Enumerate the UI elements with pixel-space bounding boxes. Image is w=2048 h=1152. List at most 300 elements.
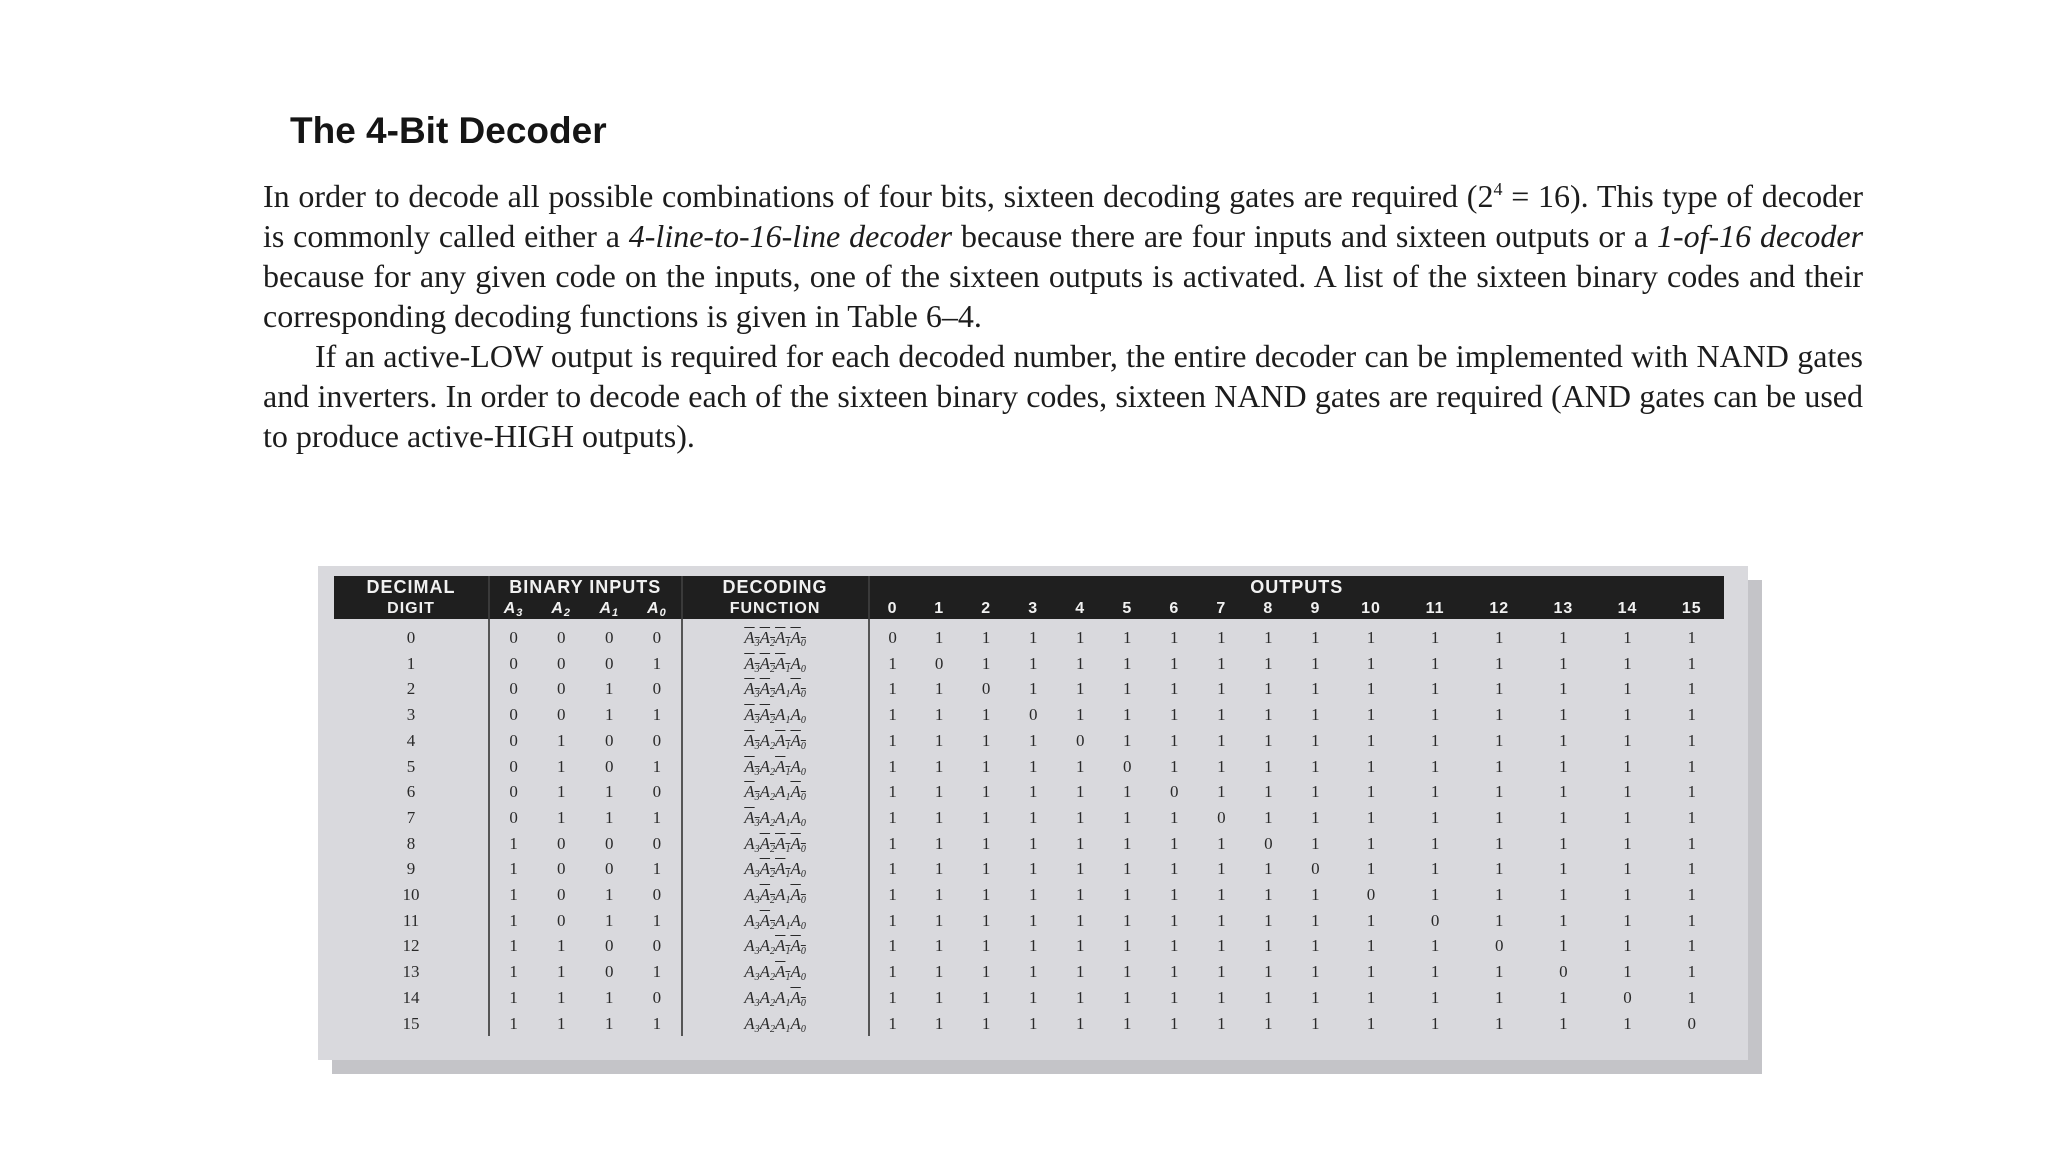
output-bit-cell: 0	[1028, 705, 1038, 725]
output-bit-cell: 1	[981, 705, 991, 725]
input-bit-cell: 1	[489, 933, 537, 959]
output-bit-cell: 1	[1366, 987, 1376, 1007]
output-bit-cell: 1	[1264, 628, 1273, 647]
output-bit-cell: 1	[1123, 679, 1132, 699]
header-row-top	[334, 576, 1724, 598]
output-bit-cell: 1	[1217, 910, 1226, 930]
output-bit-cell: 1	[1687, 885, 1697, 905]
output-bit-cell: 0	[1687, 1013, 1697, 1033]
output-bit-cell: 1	[1028, 936, 1038, 956]
output-bit-cell: 1	[1559, 679, 1568, 699]
output-bit-cell: 1	[1366, 756, 1376, 776]
function-cell: $A_3A_2A_1A_0$	[682, 754, 869, 780]
output-bit-cell: 1	[934, 1013, 944, 1033]
output-bit-cell: 1	[934, 782, 944, 802]
output-bit-cell: 1	[1495, 705, 1504, 725]
output-bit-cell: 1	[1559, 628, 1568, 647]
output-bit-cell: 1	[869, 933, 916, 959]
digit-cell: 10	[402, 885, 420, 905]
output-bit-cell: 1	[1623, 807, 1632, 827]
input-bit-cell: 0	[652, 628, 662, 647]
output-bit-cell: 1	[1028, 679, 1038, 699]
output-bit-cell: 1	[1123, 807, 1132, 827]
input-bit-cell: 1	[605, 885, 614, 905]
input-bit-cell: 1	[556, 1013, 566, 1033]
output-bit-cell: 1	[981, 756, 991, 776]
p1-term-1-of-16: 1-of-16 decoder	[1656, 218, 1864, 254]
output-bit-cell: 1	[1495, 833, 1504, 853]
output-bit-cell: 1	[1495, 730, 1504, 750]
output-bit-cell: 1	[1170, 962, 1179, 982]
input-bit-cell: 0	[556, 885, 566, 905]
input-bit-cell: 0	[556, 910, 566, 930]
output-bit-cell: 1	[1430, 859, 1440, 879]
output-bit-cell: 1	[1495, 679, 1504, 699]
output-bit-cell: 1	[981, 730, 991, 750]
output-bit-cell: 1	[1264, 987, 1273, 1007]
input-bit-cell: 0	[489, 754, 537, 780]
input-bit-cell: 1	[556, 756, 566, 776]
output-bit-cell: 1	[1075, 936, 1085, 956]
output-bit-cell: 1	[1366, 936, 1376, 956]
output-bit-cell: 1	[1264, 653, 1273, 673]
output-bit-cell: 1	[981, 628, 991, 647]
output-col-header: 8	[1245, 598, 1292, 619]
function-cell: $A_3A_2A_1A_0$	[682, 805, 869, 831]
body-text	[263, 176, 1863, 456]
output-bit-cell: 1	[1559, 859, 1568, 879]
output-bit-cell: 1	[981, 782, 991, 802]
output-bit-cell: 1	[1075, 653, 1085, 673]
input-bit-cell: 0	[556, 833, 566, 853]
table-row	[334, 856, 1724, 882]
output-bit-cell: 1	[1123, 705, 1132, 725]
output-bit-cell: 0	[1075, 730, 1085, 750]
output-bit-cell: 1	[981, 987, 991, 1007]
input-bit-cell: 1	[556, 936, 566, 956]
function-cell: $A_3A_2A_1A_0$	[682, 619, 869, 651]
output-col-header: 14	[1595, 598, 1659, 619]
output-bit-cell: 1	[1264, 807, 1273, 827]
function-cell: $A_3A_2A_1A_0$	[682, 831, 869, 857]
input-var-header: $A_3$	[489, 598, 537, 619]
input-bit-cell: 1	[652, 807, 662, 827]
paragraph-2: If an active-LOW output is required for each decoded number, the entire decoder can be implemented with NAND gates and inverters. In order to decode each of the sixteen binary codes, sixteen NAND gates are required (AND gates can be used to produce active-HIGH outputs).	[263, 338, 1863, 454]
digit-cell: 6	[406, 782, 416, 802]
input-bit-cell: 0	[605, 653, 614, 673]
output-bit-cell: 1	[1430, 807, 1440, 827]
output-bit-cell: 1	[1123, 859, 1132, 879]
output-bit-cell: 1	[1170, 679, 1179, 699]
output-bit-cell: 1	[869, 882, 916, 908]
p1-exponent: 4	[1493, 179, 1503, 199]
output-bit-cell: 1	[1028, 653, 1038, 673]
input-bit-cell: 1	[652, 859, 662, 879]
output-bit-cell: 0	[981, 679, 991, 699]
input-bit-cell: 0	[605, 628, 614, 647]
output-bit-cell: 1	[1559, 833, 1568, 853]
output-bit-cell: 1	[1217, 962, 1226, 982]
output-bit-cell: 1	[1123, 833, 1132, 853]
input-bit-cell: 0	[489, 779, 537, 805]
output-bit-cell: 1	[1559, 910, 1568, 930]
decoder-truth-table	[334, 576, 1724, 1036]
output-bit-cell: 1	[869, 702, 916, 728]
input-bit-cell: 1	[652, 962, 662, 982]
output-bit-cell: 1	[1559, 782, 1568, 802]
input-bit-cell: 0	[652, 936, 662, 956]
output-bit-cell: 1	[1170, 936, 1179, 956]
output-bit-cell: 1	[1075, 910, 1085, 930]
input-bit-cell: 1	[489, 908, 537, 934]
output-bit-cell: 1	[1623, 885, 1632, 905]
output-col-header: 1	[916, 598, 963, 619]
output-bit-cell: 1	[1366, 679, 1376, 699]
output-bit-cell: 1	[1311, 833, 1320, 853]
output-bit-cell: 1	[1311, 1013, 1320, 1033]
paragraph-1	[263, 176, 1863, 336]
p1-text-a: In order to decode all possible combinations of four bits, sixteen decoding gates are required (2	[263, 178, 1494, 214]
output-bit-cell: 0	[1559, 962, 1568, 982]
digit-cell: 4	[406, 730, 416, 750]
input-bit-cell: 0	[605, 730, 614, 750]
function-header: FUNCTION	[682, 598, 869, 619]
output-bit-cell: 0	[1623, 987, 1632, 1007]
table-row	[334, 619, 1724, 651]
input-bit-cell: 1	[489, 959, 537, 985]
output-bit-cell: 1	[1075, 705, 1085, 725]
output-bit-cell: 1	[869, 728, 916, 754]
output-bit-cell: 1	[1123, 962, 1132, 982]
output-bit-cell: 1	[1264, 859, 1273, 879]
output-bit-cell: 1	[1123, 987, 1132, 1007]
digit-cell: 9	[406, 859, 416, 879]
output-bit-cell: 1	[1687, 782, 1697, 802]
function-cell: $A_3A_2A_1A_0$	[682, 856, 869, 882]
input-bit-cell: 1	[605, 910, 614, 930]
decimal-header: DECIMAL	[334, 576, 489, 598]
output-bit-cell: 1	[1366, 705, 1376, 725]
output-bit-cell: 0	[869, 619, 916, 651]
output-bit-cell: 1	[1028, 756, 1038, 776]
output-bit-cell: 1	[1623, 910, 1632, 930]
output-bit-cell: 1	[1687, 833, 1697, 853]
output-col-header: 10	[1339, 598, 1403, 619]
output-bit-cell: 1	[869, 856, 916, 882]
digit-cell: 13	[402, 962, 420, 982]
output-bit-cell: 1	[1559, 807, 1568, 827]
function-cell: $A_3A_2A_1A_0$	[682, 651, 869, 677]
output-bit-cell: 1	[934, 705, 944, 725]
output-bit-cell: 1	[1028, 885, 1038, 905]
output-bit-cell: 1	[1687, 962, 1697, 982]
output-bit-cell: 1	[1311, 756, 1320, 776]
digit-cell: 8	[406, 833, 416, 853]
function-cell: $A_3A_2A_1A_0$	[682, 933, 869, 959]
output-bit-cell: 1	[1311, 628, 1320, 647]
output-col-header: 13	[1531, 598, 1595, 619]
output-bit-cell: 1	[1366, 628, 1376, 647]
input-bit-cell: 0	[556, 679, 566, 699]
output-bit-cell: 1	[1264, 679, 1273, 699]
output-bit-cell: 1	[869, 959, 916, 985]
output-bit-cell: 1	[1028, 962, 1038, 982]
output-bit-cell: 1	[1495, 987, 1504, 1007]
table-row	[334, 676, 1724, 702]
output-bit-cell: 1	[1264, 910, 1273, 930]
input-bit-cell: 0	[556, 628, 566, 647]
output-bit-cell: 1	[1623, 782, 1632, 802]
output-bit-cell: 1	[1170, 885, 1179, 905]
output-bit-cell: 1	[1170, 628, 1179, 647]
output-bit-cell: 1	[1430, 833, 1440, 853]
output-bit-cell: 1	[934, 833, 944, 853]
output-bit-cell: 1	[1028, 782, 1038, 802]
output-bit-cell: 1	[1217, 705, 1226, 725]
output-bit-cell: 1	[1123, 910, 1132, 930]
output-bit-cell: 1	[1623, 936, 1632, 956]
output-bit-cell: 1	[1623, 859, 1632, 879]
output-bit-cell: 1	[934, 807, 944, 827]
output-bit-cell: 1	[1687, 653, 1697, 673]
input-bit-cell: 1	[556, 782, 566, 802]
input-bit-cell: 1	[605, 782, 614, 802]
output-bit-cell: 1	[1687, 730, 1697, 750]
output-bit-cell: 1	[1075, 1013, 1085, 1033]
output-bit-cell: 1	[869, 831, 916, 857]
output-bit-cell: 1	[1123, 936, 1132, 956]
input-bit-cell: 1	[605, 1013, 614, 1033]
output-bit-cell: 1	[1430, 1013, 1440, 1033]
input-bit-cell: 0	[556, 705, 566, 725]
input-bit-cell: 1	[652, 756, 662, 776]
input-bit-cell: 1	[489, 831, 537, 857]
output-bit-cell: 1	[1495, 653, 1504, 673]
output-bit-cell: 1	[1623, 756, 1632, 776]
input-bit-cell: 1	[489, 856, 537, 882]
input-bit-cell: 1	[489, 985, 537, 1011]
input-bit-cell: 0	[652, 679, 662, 699]
output-bit-cell: 1	[869, 805, 916, 831]
output-bit-cell: 1	[1170, 807, 1179, 827]
output-bit-cell: 1	[1366, 1013, 1376, 1033]
output-bit-cell: 1	[1495, 756, 1504, 776]
output-bit-cell: 1	[1559, 885, 1568, 905]
output-bit-cell: 0	[1311, 859, 1320, 879]
function-cell: $A_3A_2A_1A_0$	[682, 985, 869, 1011]
output-bit-cell: 1	[1687, 679, 1697, 699]
input-bit-cell: 1	[652, 1013, 662, 1033]
function-cell: $A_3A_2A_1A_0$	[682, 1011, 869, 1037]
function-cell: $A_3A_2A_1A_0$	[682, 959, 869, 985]
input-bit-cell: 1	[556, 807, 566, 827]
table-row	[334, 831, 1724, 857]
input-bit-cell: 0	[652, 833, 662, 853]
output-bit-cell: 1	[981, 962, 991, 982]
output-bit-cell: 1	[1366, 653, 1376, 673]
output-bit-cell: 1	[1217, 756, 1226, 776]
output-bit-cell: 0	[1495, 936, 1504, 956]
output-bit-cell: 1	[869, 676, 916, 702]
output-bit-cell: 1	[1075, 679, 1085, 699]
p1-text-b: = 16). This type of decoder is commonly called either a	[263, 178, 1864, 254]
digit-cell: 15	[402, 1013, 420, 1033]
output-bit-cell: 1	[1170, 833, 1179, 853]
output-bit-cell: 1	[934, 936, 944, 956]
table-row	[334, 882, 1724, 908]
output-bit-cell: 1	[869, 754, 916, 780]
function-cell: $A_3A_2A_1A_0$	[682, 908, 869, 934]
output-bit-cell: 1	[869, 779, 916, 805]
input-bit-cell: 1	[489, 1011, 537, 1037]
output-col-header: 0	[869, 598, 916, 619]
input-bit-cell: 1	[652, 705, 662, 725]
output-bit-cell: 1	[981, 885, 991, 905]
output-bit-cell: 1	[1028, 859, 1038, 879]
output-bit-cell: 1	[1430, 782, 1440, 802]
output-bit-cell: 1	[1495, 910, 1504, 930]
digit-cell: 2	[406, 679, 416, 699]
input-bit-cell: 1	[605, 987, 614, 1007]
input-bit-cell: 0	[489, 676, 537, 702]
output-bit-cell: 1	[1264, 730, 1273, 750]
output-col-header: 15	[1660, 598, 1724, 619]
input-bit-cell: 0	[489, 702, 537, 728]
output-bit-cell: 1	[1687, 987, 1697, 1007]
input-bit-cell: 0	[652, 885, 662, 905]
output-bit-cell: 1	[1623, 653, 1632, 673]
output-bit-cell: 1	[1559, 756, 1568, 776]
output-bit-cell: 1	[934, 859, 944, 879]
output-bit-cell: 1	[1217, 628, 1226, 647]
output-bit-cell: 1	[1311, 679, 1320, 699]
output-bit-cell: 1	[1495, 628, 1504, 647]
output-bit-cell: 1	[1366, 910, 1376, 930]
output-bit-cell: 1	[1311, 807, 1320, 827]
output-bit-cell: 1	[1217, 679, 1226, 699]
table-row	[334, 985, 1724, 1011]
output-bit-cell: 1	[1217, 885, 1226, 905]
output-bit-cell: 1	[1217, 653, 1226, 673]
input-bit-cell: 1	[605, 679, 614, 699]
output-bit-cell: 1	[1075, 885, 1085, 905]
output-bit-cell: 1	[1311, 705, 1320, 725]
output-bit-cell: 1	[1075, 782, 1085, 802]
output-bit-cell: 1	[1366, 730, 1376, 750]
output-bit-cell: 0	[1123, 756, 1132, 776]
binary-inputs-header: BINARY INPUTS	[489, 576, 681, 598]
output-bit-cell: 1	[1495, 885, 1504, 905]
p1-text-d: because for any given code on the inputs, one of the sixteen outputs is activated. A list of the sixteen binary codes and their corresponding decoding functions is given in Table 6–4.	[263, 258, 1863, 334]
function-cell: $A_3A_2A_1A_0$	[682, 676, 869, 702]
table-row	[334, 779, 1724, 805]
output-bit-cell: 1	[1311, 653, 1320, 673]
output-bit-cell: 0	[1264, 833, 1273, 853]
output-bit-cell: 1	[1170, 987, 1179, 1007]
table-row	[334, 754, 1724, 780]
output-bit-cell: 1	[1217, 1013, 1226, 1033]
output-bit-cell: 1	[1366, 962, 1376, 982]
output-bit-cell: 1	[934, 679, 944, 699]
output-bit-cell: 1	[1028, 1013, 1038, 1033]
input-bit-cell: 0	[605, 833, 614, 853]
output-bit-cell: 0	[1217, 807, 1226, 827]
digit-cell: 12	[402, 936, 420, 956]
input-bit-cell: 0	[605, 859, 614, 879]
input-bit-cell: 1	[652, 653, 662, 673]
output-bit-cell: 1	[1170, 1013, 1179, 1033]
input-var-header: $A_1$	[585, 598, 633, 619]
input-bit-cell: 0	[605, 936, 614, 956]
function-cell: $A_3A_2A_1A_0$	[682, 702, 869, 728]
output-bit-cell: 1	[981, 833, 991, 853]
output-bit-cell: 1	[934, 885, 944, 905]
output-bit-cell: 1	[1430, 962, 1440, 982]
output-col-header: 12	[1467, 598, 1531, 619]
input-bit-cell: 1	[489, 882, 537, 908]
output-bit-cell: 1	[1687, 807, 1697, 827]
output-bit-cell: 1	[1366, 833, 1376, 853]
output-bit-cell: 1	[1264, 885, 1273, 905]
table-row	[334, 959, 1724, 985]
output-bit-cell: 1	[1075, 962, 1085, 982]
table-row	[334, 933, 1724, 959]
output-bit-cell: 1	[1123, 782, 1132, 802]
output-bit-cell: 1	[1217, 730, 1226, 750]
output-bit-cell: 1	[1264, 705, 1273, 725]
output-bit-cell: 1	[1264, 756, 1273, 776]
input-bit-cell: 1	[652, 910, 662, 930]
output-col-header: 6	[1151, 598, 1198, 619]
digit-cell: 14	[402, 987, 420, 1007]
table-row	[334, 908, 1724, 934]
output-col-header: 9	[1292, 598, 1339, 619]
input-bit-cell: 0	[489, 728, 537, 754]
output-bit-cell: 1	[1687, 705, 1697, 725]
output-bit-cell: 1	[1311, 987, 1320, 1007]
output-bit-cell: 1	[1123, 653, 1132, 673]
output-bit-cell: 0	[934, 653, 944, 673]
output-bit-cell: 0	[1170, 782, 1179, 802]
output-bit-cell: 1	[1559, 653, 1568, 673]
output-bit-cell: 1	[934, 730, 944, 750]
output-bit-cell: 1	[1623, 679, 1632, 699]
header-row-bottom	[334, 598, 1724, 619]
input-bit-cell: 1	[556, 962, 566, 982]
output-bit-cell: 1	[1123, 1013, 1132, 1033]
output-bit-cell: 1	[1495, 859, 1504, 879]
output-bit-cell: 1	[1170, 653, 1179, 673]
output-bit-cell: 1	[1623, 1013, 1632, 1033]
output-bit-cell: 1	[934, 962, 944, 982]
output-bit-cell: 1	[1687, 910, 1697, 930]
output-bit-cell: 1	[1264, 1013, 1273, 1033]
output-col-header: 5	[1104, 598, 1151, 619]
output-bit-cell: 1	[1430, 756, 1440, 776]
output-bit-cell: 1	[1028, 807, 1038, 827]
output-bit-cell: 1	[1217, 833, 1226, 853]
output-bit-cell: 1	[1075, 628, 1085, 647]
output-bit-cell: 1	[1430, 987, 1440, 1007]
output-bit-cell: 1	[1311, 910, 1320, 930]
input-var-header: $A_0$	[633, 598, 681, 619]
input-bit-cell: 0	[489, 651, 537, 677]
output-bit-cell: 1	[1170, 859, 1179, 879]
output-bit-cell: 1	[1430, 936, 1440, 956]
input-bit-cell: 0	[489, 805, 537, 831]
digit-header: DIGIT	[334, 598, 489, 619]
output-bit-cell: 1	[1366, 859, 1376, 879]
